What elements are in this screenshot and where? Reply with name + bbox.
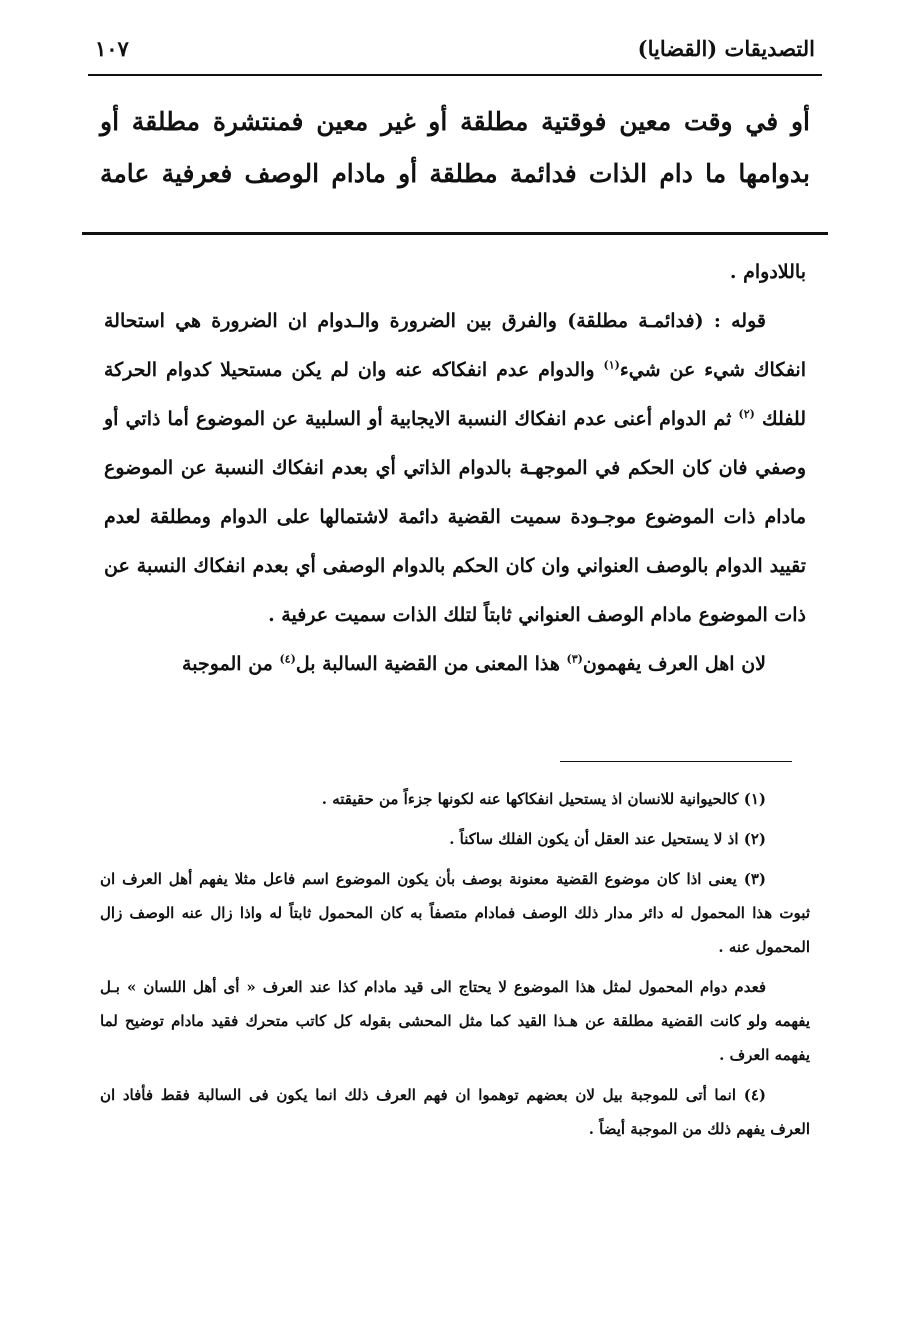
footnote-ref-3: (٣) (566, 652, 583, 666)
commentary-text (104, 248, 806, 689)
paragraph-text: ثم الدوام أعنى عدم انفكاك النسبة الايجابية أو السلبية عن الموضوع أما ذاتي أو وصفي فان كان الحكم في الموجهـة بالدوام الذاتي أي بعدم انفكاك النسبة عن الموضوع مادام ذات الموضوع موجـودة سميت القضية دائمة لاشتمالها على الدوام ومطلقة لعدم تقييد الدوام بالوصف العنواني وان كان الحكم بالدوام الوصفى أي بعدم انفكاك النسبة عن ذات الموضوع مادام الوصف العنواني ثابتاً لتلك الذات سميت عرفية . (104, 408, 806, 626)
paragraph-text: هذا المعنى من القضية السالبة بل (295, 653, 567, 675)
paragraph-text: لان اهل العرف يفهمون (582, 653, 766, 675)
footnote-1: (١) كالحيوانية للانسان اذ يستحيل انفكاكها عنه لكونها جزءاً من حقيقته . (321, 790, 766, 808)
paragraph-text: من الموجبة (182, 653, 280, 675)
commentary-line: باللادوام . (729, 261, 806, 283)
paragraph-text: قوله : (فدائمـة مطلقة) والفرق بين الضرورة والـدوام ان الضرورة هي استحالة انفكاك شيء عن شيء (104, 310, 807, 381)
footnote-ref-4: (٤) (279, 652, 296, 666)
footnote-2: (٢) اذ لا يستحيل عند العقل أن يكون الفلك ساكناً . (449, 830, 766, 848)
matn-text: أو في وقت معين فوقتية مطلقة أو غير معين فمنتشرة مطلقة أو بدوامها ما دام الذات فدائمة مطلقة أو مادام الوصف فعرفية عامة (100, 107, 810, 188)
page-number: ١٠٧ (95, 35, 129, 61)
footnote-ref-1: (١) (603, 358, 620, 372)
paragraph-text: والدوام عدم انفكاكه عنه وان لم يكن مستحيلا كدوام الحركة للفلك (104, 359, 807, 430)
footnotes (100, 782, 810, 1152)
page-header (95, 28, 815, 68)
matn-separator-rule (82, 232, 828, 235)
commentary-paragraph (104, 297, 806, 640)
footnote-4: (٤) انما أتى للموجبة بيل لان بعضهم توهموا ان فهم العرف ذلك انما يكون فى السالبة فقط فأفاد ان العرف يفهم ذلك من الموجبة أيضاً . (100, 1086, 810, 1138)
footnote-3-continued: فعدم دوام المحمول لمثل هذا الموضوع لا يحتاج الى قيد مادام كذا عند العرف « أى أهل اللسان » بـل يفهمه ولو كانت القضية مطلقة عن هـذا القيد كما مثل المحشى بقوله كل كاتب متحرك فقيد مادام توضيح لما يفهمه العرف . (100, 978, 810, 1064)
commentary-paragraph (104, 640, 806, 689)
header-rule (88, 74, 822, 76)
footnote-separator-rule (560, 761, 792, 762)
footnote-3: (٣) يعنى اذا كان موضوع القضية معنونة بوصف بأن يكون الموضوع اسم فاعل مثلا يفهم أهل العرف ان ثبوت هذا المحمول له دائر مدار ذلك الوصف فمادام متصفاً به كان المحمول ثابتاً له واذا زال عنه الوصف زال المحمول عنه . (100, 870, 810, 956)
footnote-ref-2: (٢) (738, 407, 755, 421)
running-title: التصديقات (القضايا) (637, 35, 815, 61)
